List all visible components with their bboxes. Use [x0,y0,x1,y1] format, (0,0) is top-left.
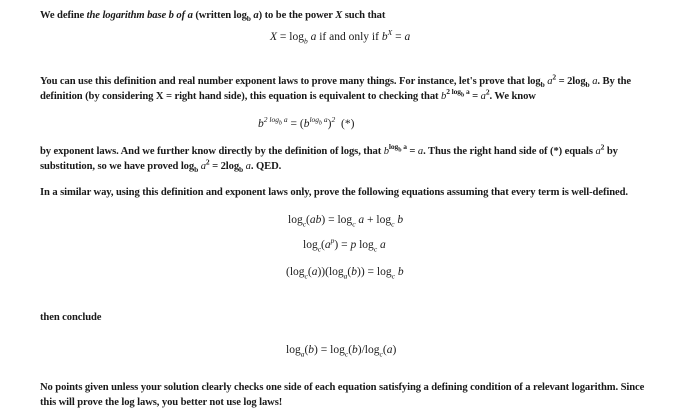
exponent-equation: $b^{2 log_b a} = (b^{log_b a})^2$ (*) [258,115,355,130]
chain-rule-equation: $(\log_c(a))(\log_a(b)) = \log_c b$ [286,266,404,281]
power-rule-equation: $\log_c(a^p) = p$ $\log_c a$ [303,236,386,254]
conclude-label: then conclude [40,312,102,323]
definition-equation: $X = \log_b a$ if and only if $b^X = a$ [270,28,411,46]
proof-paragraph: by exponent laws. And we further know directly by the definition of logs, that $b^{log_b a} = a$. Thus the right hand side of (*) equals $a^2$ by substitution, so we have proved $\log_b a^2 = 2\log_b$ a. QED. [40,142,618,175]
change-of-base-equation: $\log_a(b) = \log_c(b)/\log_c(a)$ [286,344,397,359]
definition-paragraph: We define the logarithm base b of a (written $\log_b a$) to be the power X such that [40,10,386,24]
example-paragraph: You can use this definition and real number exponent laws to prove many things. For instance, let's prove that $\log_b a^2 = 2\log_b$ a. By the definition (by considering X = right hand side), this equation is equivalent to checking that $b^{2 log_b a} = a^2$. We know [40,72,632,102]
definition-term: the logarithm base b of a [86,10,193,21]
definition-prefix: We define [40,10,87,21]
grading-note: No points given unless your solution clearly checks one side of each equation satisfying a defining condition of a relevant logarithm. Since this will prove the log laws, you better not use log laws! [40,382,645,408]
product-rule-equation: $\log_c(ab) = \log_c a + \log_c b$ [288,214,404,229]
instruction-paragraph: In a similar way, using this definition and exponent laws only, prove the following equations assuming that every term is well-defined. [40,187,628,198]
